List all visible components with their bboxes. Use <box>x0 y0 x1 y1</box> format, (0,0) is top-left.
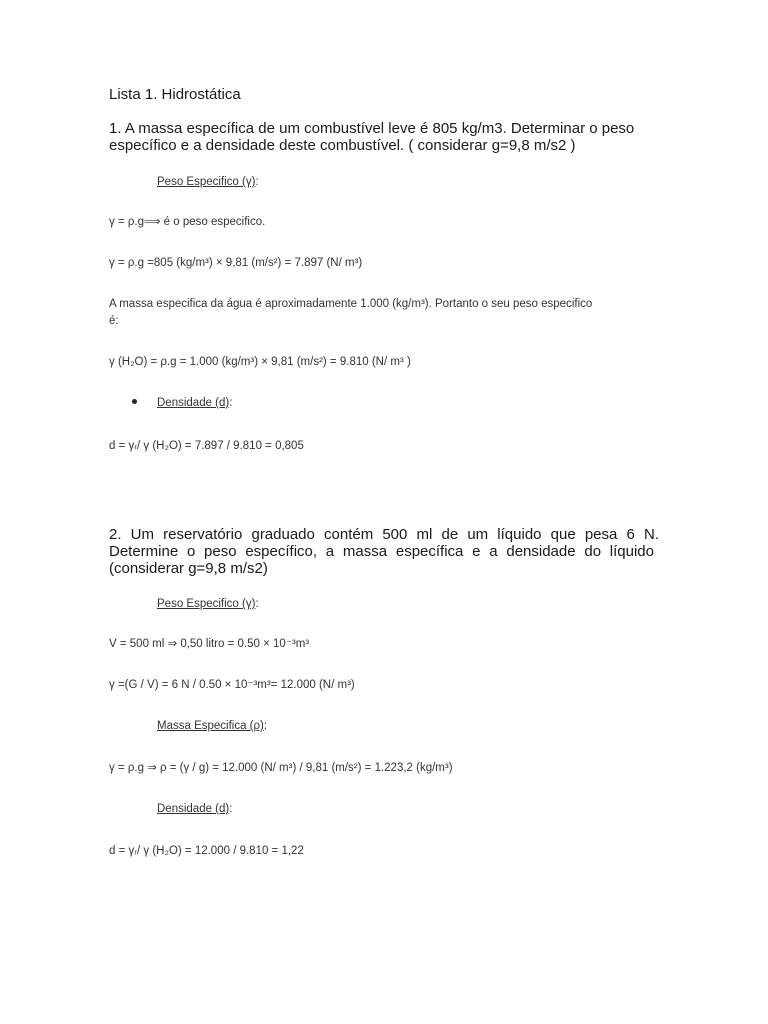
problem-1-densidade-heading-colon: : <box>229 397 233 409</box>
problem-2-peso-heading: Peso Especifico (γ) <box>157 598 256 610</box>
problem-2-massa-heading: Massa Especifica (ρ) <box>157 720 264 732</box>
problem-2-densidade-heading-row <box>157 802 232 816</box>
problem-2-densidade-heading-colon: : <box>229 803 233 815</box>
problem-2-peso-heading-row <box>157 597 259 611</box>
problem-2-statement-line-2: Determine o peso específico, a massa específica e a densidade do líquido <box>109 543 654 560</box>
problem-1-equation-1: γ = ρ.g⟹ é o peso especifico. <box>109 216 266 228</box>
problem-1-equation-4: d = γᵣ/ γ (H₂O) = 7.897 / 9.810 = 0,805 <box>109 440 304 452</box>
problem-1-peso-heading-row <box>157 175 259 189</box>
problem-2-peso-heading-colon: : <box>255 598 259 610</box>
problem-1-densidade-heading: Densidade (d) <box>157 397 230 409</box>
problem-1-agua-line-1: A massa especifica da água é aproximadamente 1.000 (kg/m³). Portanto o seu peso especifico <box>109 298 593 310</box>
problem-1-statement-line-1: 1. A massa específica de um combustível leve é 805 kg/m3. Determinar o peso <box>109 120 635 137</box>
problem-2-densidade-heading: Densidade (d) <box>157 803 230 815</box>
problem-1-agua-line-2: é: <box>109 315 119 327</box>
problem-2-statement-line-1: 2. Um reservatório graduado contém 500 ml de um líquido que pesa 6 N. <box>109 526 659 543</box>
problem-1-densidade-heading-row <box>157 396 232 410</box>
problem-2-massa-heading-colon: : <box>263 720 268 732</box>
problem-1-peso-heading: Peso Especifico (γ) <box>157 176 256 188</box>
problem-2-equation-1: V = 500 ml ⇒ 0,50 litro = 0.50 × 10⁻³m³ <box>109 638 310 650</box>
problem-2-equation-2: γ =(G / V) = 6 N / 0.50 × 10⁻³m³= 12.000 (N/ m³) <box>109 679 355 691</box>
problem-1-equation-2: γ = ρ.g =805 (kg/m³) × 9,81 (m/s²) = 7.897 (N/ m³) <box>109 257 363 269</box>
problem-1-statement-line-2: específico e a densidade deste combustível. ( considerar g=9,8 m/s2 ) <box>109 137 576 154</box>
problem-1-equation-3: γ (H₂O) = ρ.g = 1.000 (kg/m³) × 9,81 (m/s²) = 9.810 (N/ m³ ) <box>109 356 411 368</box>
document-title: Lista 1. Hidrostática <box>109 86 241 103</box>
problem-1-peso-heading-colon: : <box>255 176 259 188</box>
problem-2-equation-3: γ = ρ.g ⇒ ρ = (γ / g) = 12.000 (N/ m³) / 9,81 (m/s²) = 1.223,2 (kg/m³) <box>109 762 453 774</box>
problem-2-statement-line-3: (considerar g=9,8 m/s2) <box>109 560 268 577</box>
problem-2-massa-heading-row <box>157 719 267 733</box>
bullet-icon <box>132 399 137 404</box>
problem-2-equation-4: d = γᵣ/ γ (H₂O) = 12.000 / 9.810 = 1,22 <box>109 845 304 857</box>
